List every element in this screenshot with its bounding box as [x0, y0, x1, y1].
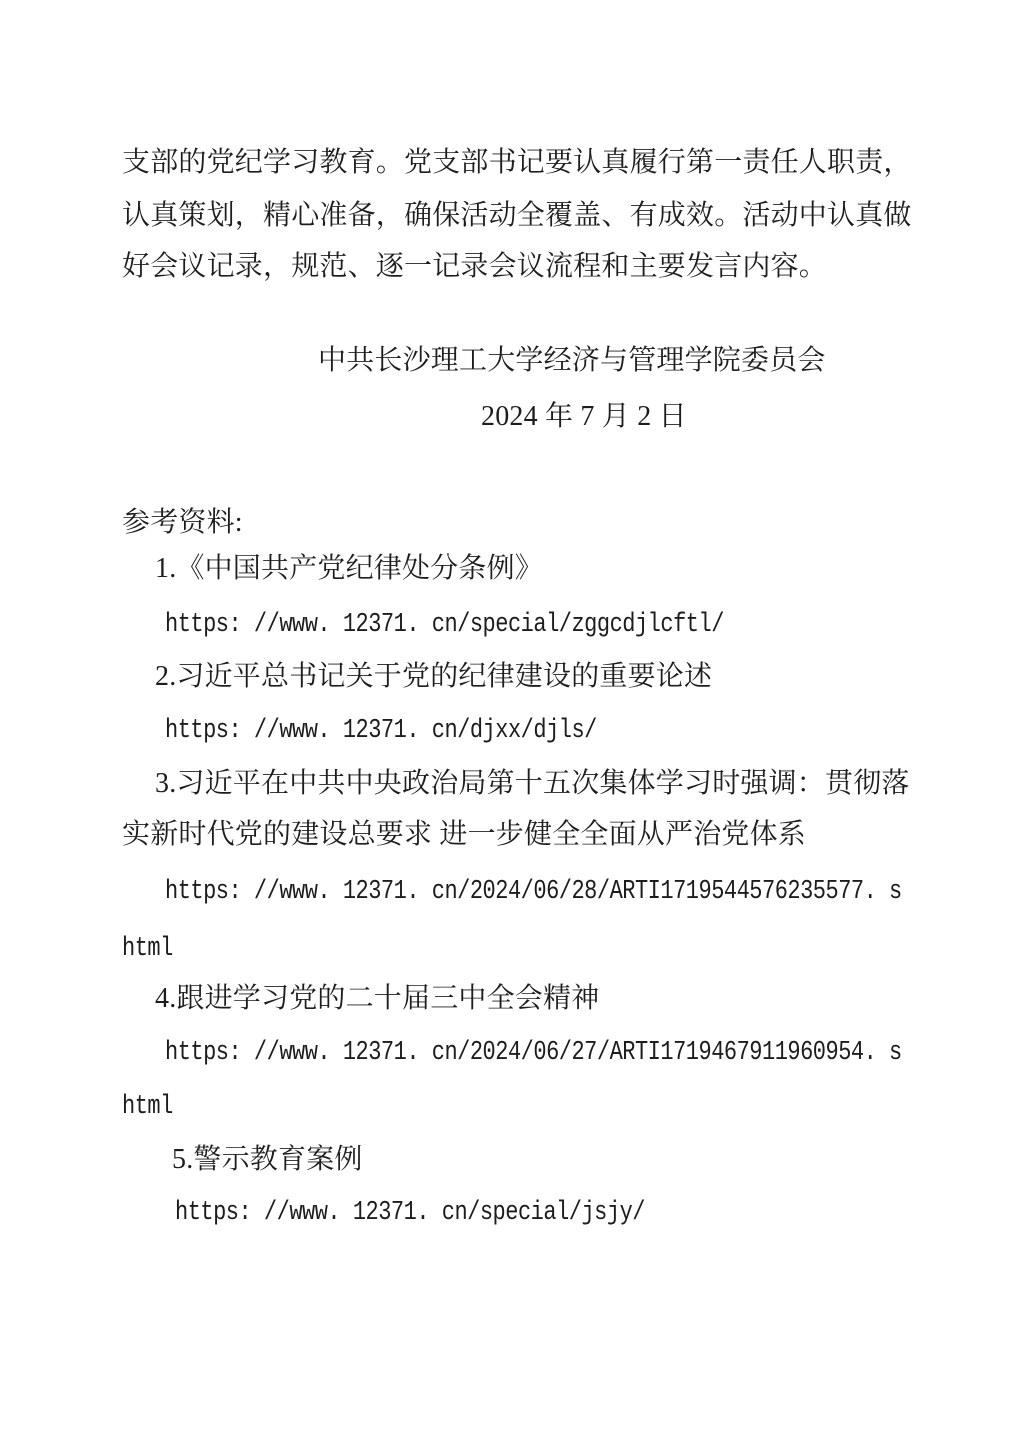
signature-organization: 中共长沙理工大学经济与管理学院委员会 — [318, 345, 826, 376]
paragraph-line: 支部的党纪学习教育。党支部书记要认真履行第一责任人职责， — [122, 147, 912, 178]
reference-title: 4.跟进学习党的二十届三中全会精神 — [155, 983, 600, 1014]
reference-title: 1.《中国共产党纪律处分条例》 — [155, 553, 544, 584]
reference-title: 3.习近平在中共中央政治局第十五次集体学习时强调：贯彻落 — [155, 768, 910, 799]
paragraph-line: 好会议记录，规范、逐一记录会议流程和主要发言内容。 — [122, 251, 828, 282]
reference-url-continuation: html — [122, 1091, 173, 1122]
reference-url: https: //www. 12371. cn/2024/06/28/ARTI1719544576235577. s — [165, 876, 902, 907]
paragraph-line: 认真策划，精心准备，确保活动全覆盖、有成效。活动中认真做 — [122, 200, 912, 231]
references-heading: 参考资料: — [122, 507, 243, 538]
signature-date: 2024 年 7 月 2 日 — [481, 401, 687, 432]
reference-title: 2.习近平总书记关于党的纪律建设的重要论述 — [155, 661, 713, 692]
reference-title: 5.警示教育案例 — [172, 1144, 363, 1175]
reference-url: https: //www. 12371. cn/special/jsjy/ — [175, 1197, 645, 1228]
reference-url: https: //www. 12371. cn/djxx/djls/ — [165, 715, 597, 746]
reference-url-continuation: html — [122, 933, 173, 964]
reference-title-continuation: 实新时代党的建设总要求 进一步健全全面从严治党体系 — [122, 819, 807, 850]
reference-url: https: //www. 12371. cn/2024/06/27/ARTI1719467911960954. s — [165, 1037, 902, 1068]
reference-url: https: //www. 12371. cn/special/zggcdjlcftl/ — [165, 609, 724, 640]
